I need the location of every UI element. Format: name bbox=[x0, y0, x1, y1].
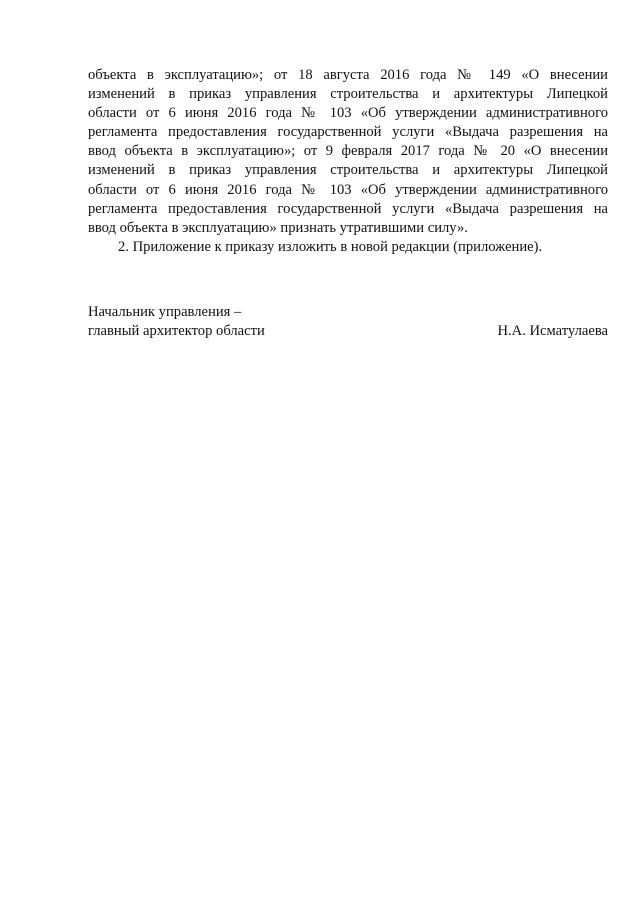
signatory-position-line-2: главный архитектор области bbox=[88, 323, 265, 340]
signature-block bbox=[88, 303, 608, 341]
paragraph-1-line: области от 6 июня 2016 года № 103 «Об утверждении административного bbox=[88, 181, 608, 198]
paragraph-1-line: области от 6 июня 2016 года № 103 «Об утверждении административного bbox=[88, 105, 608, 122]
paragraph-1-line: изменений в приказ управления строительства и архитектуры Липецкой bbox=[88, 162, 608, 179]
paragraph-2: 2. Приложение к приказу изложить в новой редакции (приложение). bbox=[118, 238, 543, 255]
paragraph-1-line: объекта в эксплуатацию»; от 18 августа 2016 года № 149 «О внесении bbox=[88, 67, 608, 83]
paragraph-1-line: ввод объекта в эксплуатацию» признать утратившими силу». bbox=[88, 219, 468, 236]
document-body bbox=[88, 66, 608, 257]
paragraph-1-line: регламента предоставления государственной услуги «Выдача разрешения на bbox=[88, 124, 608, 141]
signatory-name: Н.А. Исматулаева bbox=[497, 323, 608, 340]
signature-row bbox=[88, 322, 608, 341]
paragraph-1-line: изменений в приказ управления строительства и архитектуры Липецкой bbox=[88, 86, 608, 103]
paragraph-1-line: регламента предоставления государственной услуги «Выдача разрешения на bbox=[88, 200, 608, 217]
signatory-position-line-1: Начальник управления – bbox=[88, 304, 242, 320]
paragraph-1-line: ввод объекта в эксплуатацию»; от 9 февраля 2017 года № 20 «О внесении bbox=[88, 143, 608, 160]
